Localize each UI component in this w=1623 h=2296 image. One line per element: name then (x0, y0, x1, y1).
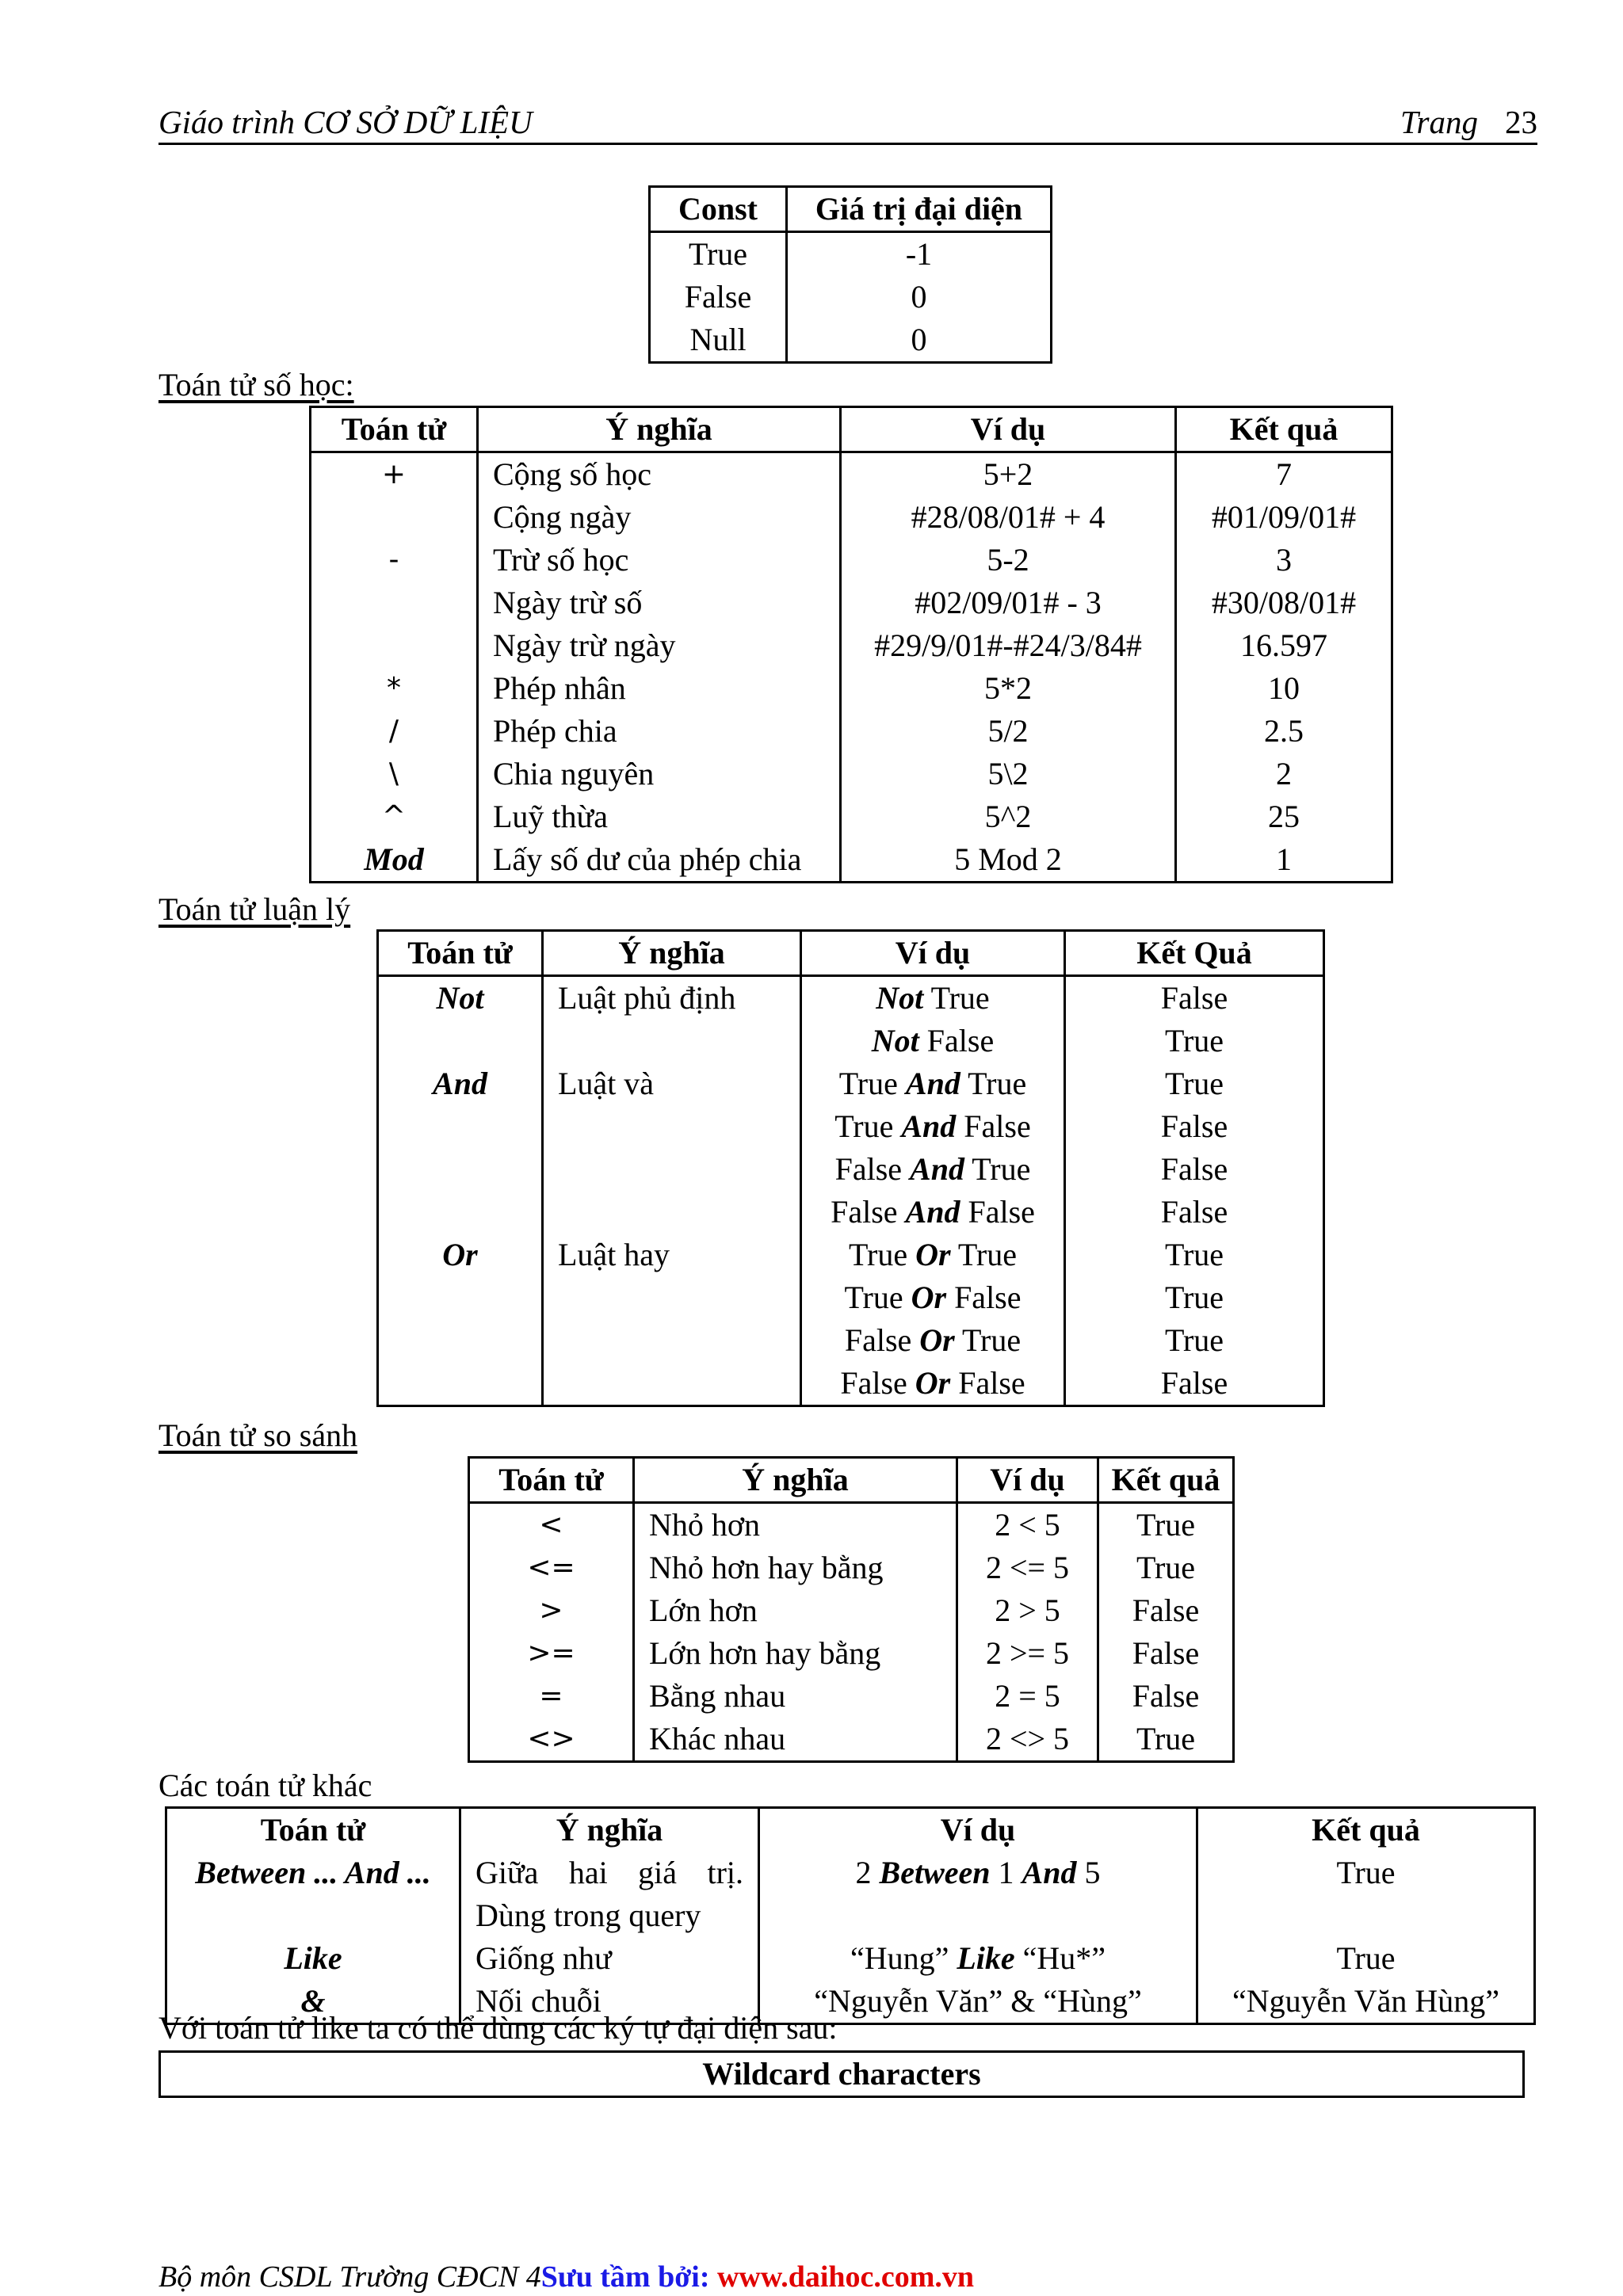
cell: 16.597 (1176, 624, 1392, 667)
table-row (650, 276, 1052, 318)
cell: Luật phủ định (543, 976, 801, 1020)
table-row (469, 1632, 1234, 1675)
col-header: Ý nghĩa (634, 1458, 957, 1503)
cell: <> (527, 1722, 575, 1755)
keyword: And (905, 1066, 960, 1101)
cell (311, 624, 478, 667)
col-header: Toán tử (469, 1458, 634, 1503)
like-note: Với toán tử like ta có thể dùng các ký tự đại diện sau: (158, 2010, 838, 2046)
col-header: Ý nghĩa (478, 407, 841, 452)
table-row (311, 582, 1392, 624)
cell (460, 1852, 759, 1894)
page-label: Trang (1400, 104, 1478, 140)
col-header: Kết quả (1176, 407, 1392, 452)
table-row (311, 452, 1392, 497)
cell: + (381, 458, 407, 490)
cell: True (1098, 1547, 1234, 1589)
footer-source-label: Sưu tầm bởi: (540, 2260, 717, 2294)
cell (311, 496, 478, 539)
document-title: Giáo trình CƠ SỞ DỮ LIỆU (158, 104, 533, 140)
cell: 0 (787, 318, 1052, 363)
word: giá (638, 1855, 678, 1890)
keyword: And (901, 1108, 957, 1144)
cell: Not (436, 980, 484, 1016)
cell (378, 1319, 543, 1362)
col-header: Toán tử (311, 407, 478, 452)
cell: 10 (1176, 667, 1392, 710)
col-header: Ví dụ (957, 1458, 1098, 1503)
cell: 5-2 (841, 539, 1176, 582)
cell (378, 1020, 543, 1062)
cell: Giống như (460, 1937, 759, 1980)
cell: Between ... And ... (195, 1855, 431, 1890)
keyword: Between (879, 1855, 991, 1890)
table-row (378, 976, 1324, 1020)
cell: * (387, 672, 401, 704)
word: hai (568, 1855, 608, 1890)
table-row (378, 1062, 1324, 1105)
table-row (311, 667, 1392, 710)
cell: Lấy số dư của phép chia (478, 838, 841, 883)
cell (801, 1319, 1065, 1362)
cell: #01/09/01# (1176, 496, 1392, 539)
cell: Bằng nhau (634, 1675, 957, 1718)
cell: <= (527, 1551, 575, 1584)
cell: Trừ số học (478, 539, 841, 582)
cell: - (388, 543, 399, 576)
text: False (840, 1365, 915, 1401)
table-row (469, 1503, 1234, 1547)
keyword: Or (911, 1280, 947, 1315)
table-row (311, 496, 1392, 539)
col-header: Ý nghĩa (543, 931, 801, 976)
cell: Ngày trừ số (478, 582, 841, 624)
cell: Nối chuỗi (460, 1980, 759, 2024)
section-caption-other: Các toán tử khác (158, 1768, 372, 1803)
cell: True (1065, 1234, 1324, 1276)
cell: 3 (1176, 539, 1392, 582)
text: 1 (990, 1855, 1022, 1890)
table-header-row (650, 187, 1052, 232)
word: Giữa (475, 1855, 539, 1890)
text: False (844, 1322, 920, 1358)
table-row (311, 624, 1392, 667)
cell (801, 1362, 1065, 1406)
col-header: Ví dụ (759, 1808, 1197, 1852)
cell: #29/9/01#-#24/3/84# (841, 624, 1176, 667)
text: True (849, 1237, 916, 1272)
text: True (954, 1322, 1022, 1358)
cell: #02/09/01# - 3 (841, 582, 1176, 624)
cell (543, 1319, 801, 1362)
table-row (166, 1894, 1535, 1937)
table-row (650, 318, 1052, 363)
cell: #30/08/01# (1176, 582, 1392, 624)
cell (543, 1105, 801, 1148)
table-header-row (166, 1808, 1535, 1852)
table-row (311, 838, 1392, 883)
cell: 5+2 (841, 452, 1176, 497)
text: False (834, 1151, 911, 1187)
cell (801, 1020, 1065, 1062)
cell: Lớn hơn (634, 1589, 957, 1632)
text: True (950, 1237, 1017, 1272)
text: False (956, 1108, 1031, 1144)
cell: 2 <> 5 (957, 1718, 1098, 1762)
page-footer (158, 2260, 974, 2294)
cell: 5 Mod 2 (841, 838, 1176, 883)
const-table (648, 185, 1052, 364)
cell: \ (388, 757, 399, 790)
cell: #28/08/01# + 4 (841, 496, 1176, 539)
arith-table (309, 406, 1393, 883)
cell (166, 1894, 460, 1937)
col-header: Const (650, 187, 787, 232)
section-caption-compare: Toán tử so sánh (158, 1417, 358, 1453)
cell: Mod (364, 841, 424, 877)
text: True (838, 1066, 906, 1101)
cell: Cộng ngày (478, 496, 841, 539)
cell: 2 > 5 (957, 1589, 1098, 1632)
cell (801, 1062, 1065, 1105)
text: True (964, 1151, 1031, 1187)
table-row (311, 795, 1392, 838)
col-header: Ví dụ (801, 931, 1065, 976)
cell: “Nguyễn Văn Hùng” (1197, 1980, 1535, 2024)
cell (378, 1105, 543, 1148)
cell: Cộng số học (478, 452, 841, 497)
text: True (834, 1108, 902, 1144)
cell (543, 1020, 801, 1062)
cell (759, 1894, 1197, 1937)
table-header-row (311, 407, 1392, 452)
table-row (378, 1020, 1324, 1062)
text: “Hung” (850, 1940, 957, 1976)
footer-dept: Bộ môn CSDL Trường CĐCN 4 (158, 2260, 541, 2294)
cell: “Nguyễn Văn” & “Hùng” (759, 1980, 1197, 2024)
col-header: Kết quả (1197, 1808, 1535, 1852)
cell: True (1098, 1718, 1234, 1762)
cell: Like (284, 1940, 342, 1976)
table-row (378, 1276, 1324, 1319)
text: “Hu*” (1014, 1940, 1106, 1976)
cell: < (539, 1508, 563, 1541)
page-number: 23 (1505, 104, 1537, 140)
cell: 5\2 (841, 753, 1176, 795)
cell: Luỹ thừa (478, 795, 841, 838)
cell (378, 1362, 543, 1406)
cell: 2 <= 5 (957, 1547, 1098, 1589)
cell: 1 (1176, 838, 1392, 883)
table-row (378, 1191, 1324, 1234)
cell: Lớn hơn hay bằng (634, 1632, 957, 1675)
col-header: Ý nghĩa (460, 1808, 759, 1852)
cell: Phép chia (478, 710, 841, 753)
table-row (378, 1319, 1324, 1362)
cell (378, 1191, 543, 1234)
section-caption-arith: Toán tử số học: (158, 367, 354, 402)
compare-table (468, 1456, 1235, 1763)
table-row (469, 1718, 1234, 1762)
cell: False (1065, 1148, 1324, 1191)
col-header: Kết Quả (1065, 931, 1324, 976)
word: trị. (707, 1855, 743, 1890)
text: False (831, 1194, 906, 1230)
cell: Null (689, 322, 747, 357)
text: 5 (1076, 1855, 1101, 1890)
table-row (469, 1675, 1234, 1718)
cell (759, 1937, 1197, 1980)
cell (801, 1191, 1065, 1234)
cell (1197, 1894, 1535, 1937)
cell: Dùng trong query (460, 1894, 759, 1937)
table-row (378, 1362, 1324, 1406)
cell (801, 1276, 1065, 1319)
cell: Luật và (543, 1062, 801, 1105)
cell: >= (527, 1637, 575, 1669)
cell: 2.5 (1176, 710, 1392, 753)
cell (311, 582, 478, 624)
table-row (469, 1547, 1234, 1589)
keyword: Or (919, 1322, 955, 1358)
keyword: Or (915, 1365, 951, 1401)
cell: > (539, 1594, 563, 1627)
table-row (378, 1234, 1324, 1276)
cell: / (388, 715, 399, 747)
text: True (960, 1066, 1027, 1101)
cell: Or (442, 1237, 478, 1272)
cell: True (1065, 1062, 1324, 1105)
table-row (650, 232, 1052, 277)
wildcard-box: Wildcard characters (158, 2050, 1525, 2098)
table-header-row (378, 931, 1324, 976)
cell: & (300, 1983, 326, 2019)
cell: False (684, 279, 752, 315)
col-header: Kết quả (1098, 1458, 1234, 1503)
cell: True (1098, 1503, 1234, 1547)
logic-table (376, 929, 1325, 1407)
cell (378, 1148, 543, 1191)
keyword: Or (915, 1237, 951, 1272)
keyword: And (910, 1151, 964, 1187)
cell: Chia nguyên (478, 753, 841, 795)
cell (543, 1148, 801, 1191)
cell: False (1098, 1632, 1234, 1675)
cell (543, 1191, 801, 1234)
cell: And (433, 1066, 487, 1101)
cell: Phép nhân (478, 667, 841, 710)
cell: False (1065, 1105, 1324, 1148)
table-row (311, 710, 1392, 753)
cell: -1 (787, 232, 1052, 277)
cell: 5*2 (841, 667, 1176, 710)
justified-words (475, 1852, 743, 1894)
table-row (166, 1937, 1535, 1980)
cell: 2 >= 5 (957, 1632, 1098, 1675)
cell: 7 (1176, 452, 1392, 497)
keyword: And (1022, 1855, 1077, 1890)
cell: Nhỏ hơn (634, 1503, 957, 1547)
cell: True (688, 236, 748, 272)
cell: True (1197, 1937, 1535, 1980)
cell: False (1065, 1362, 1324, 1406)
cell (378, 1276, 543, 1319)
cell (543, 1362, 801, 1406)
table-header-row (469, 1458, 1234, 1503)
keyword: And (905, 1194, 960, 1230)
cell (801, 1148, 1065, 1191)
cell: ^ (381, 800, 407, 833)
cell (801, 1234, 1065, 1276)
cell: 0 (787, 276, 1052, 318)
cell: 25 (1176, 795, 1392, 838)
page-number-block (1400, 103, 1537, 141)
table-row (311, 539, 1392, 582)
text: False (946, 1280, 1022, 1315)
col-header: Giá trị đại diện (787, 187, 1052, 232)
text: False (960, 1194, 1035, 1230)
cell: False (1098, 1675, 1234, 1718)
table-row (378, 1148, 1324, 1191)
col-header: Toán tử (378, 931, 543, 976)
cell: True (1065, 1319, 1324, 1362)
cell: = (539, 1680, 563, 1712)
cell: False (1065, 976, 1324, 1020)
cell (759, 1852, 1197, 1894)
table-row (166, 1852, 1535, 1894)
cell: 5/2 (841, 710, 1176, 753)
cell: False (1098, 1589, 1234, 1632)
cell: 2 (1176, 753, 1392, 795)
cell: True (1065, 1276, 1324, 1319)
cell (801, 976, 1065, 1020)
cell: Nhỏ hơn hay bằng (634, 1547, 957, 1589)
cell: True (1065, 1020, 1324, 1062)
table-row (378, 1105, 1324, 1148)
footer-url: www.daihoc.com.vn (716, 2260, 975, 2294)
cell: Luật hay (543, 1234, 801, 1276)
keyword: Like (957, 1940, 1015, 1976)
table-row (469, 1589, 1234, 1632)
text: False (950, 1365, 1025, 1401)
table-row (311, 753, 1392, 795)
text: True (923, 980, 990, 1016)
cell: 5^2 (841, 795, 1176, 838)
cell: 2 < 5 (957, 1503, 1098, 1547)
cell (801, 1105, 1065, 1148)
text: False (918, 1023, 995, 1058)
text: True (844, 1280, 911, 1315)
other-table (165, 1806, 1536, 2025)
cell: True (1197, 1852, 1535, 1894)
keyword: Not (876, 980, 924, 1016)
cell (543, 1276, 801, 1319)
keyword: Not (871, 1023, 919, 1058)
section-caption-logic: Toán tử luận lý (158, 891, 351, 927)
text: 2 (855, 1855, 880, 1890)
cell: False (1065, 1191, 1324, 1234)
col-header: Toán tử (260, 1812, 366, 1848)
cell: 2 = 5 (957, 1675, 1098, 1718)
cell: Ngày trừ ngày (478, 624, 841, 667)
col-header: Ví dụ (841, 407, 1176, 452)
page-header (158, 103, 1537, 145)
cell: Khác nhau (634, 1718, 957, 1762)
